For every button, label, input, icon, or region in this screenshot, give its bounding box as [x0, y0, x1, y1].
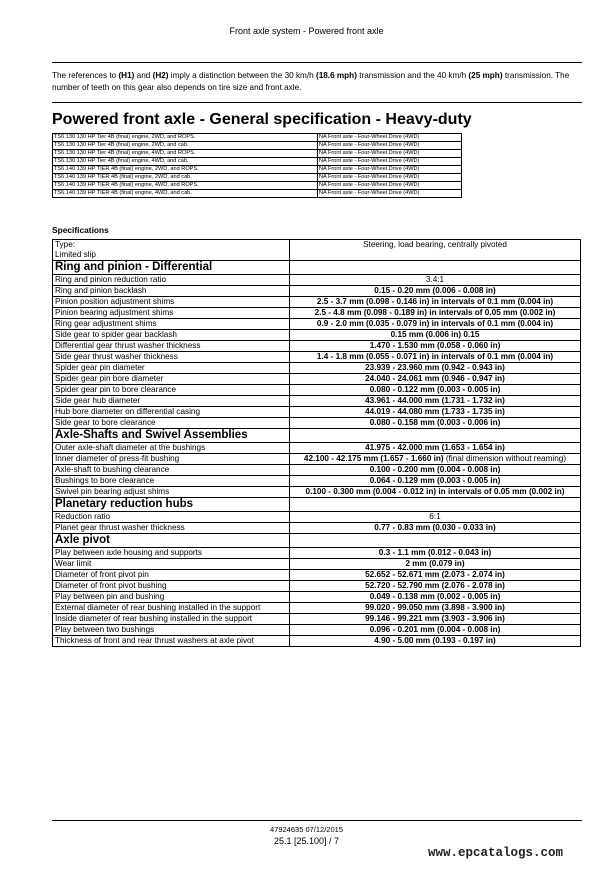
spec-section-title: Axle-Shafts and Swivel Assemblies — [53, 429, 290, 443]
spec-row — [53, 297, 581, 308]
spec-value: 2.5 - 3.7 mm (0.098 - 0.146 in) in intervals of 0.1 mm (0.004 in) — [316, 297, 554, 306]
spec-label-cell: Side gear to spider gear backlash — [53, 330, 290, 341]
spec-label-cell: Side gear to bore clearance — [53, 418, 290, 429]
spec-value-cell — [290, 592, 581, 603]
spec-value-cell — [290, 385, 581, 396]
spec-label-cell: Pinion position adjustment shims — [53, 297, 290, 308]
axle-type-cell: NA Front axle - Four-Wheel Drive (4WD) — [318, 182, 462, 190]
spec-row — [53, 559, 581, 570]
intro-text: and — [134, 71, 153, 80]
spec-label-cell: Play between pin and bushing — [53, 592, 290, 603]
model-name-cell: TS6.130 130 HP Tier 4B (final) engine, 2WD, and cab. — [53, 142, 318, 150]
spec-row — [53, 363, 581, 374]
spec-row — [53, 614, 581, 625]
header-rule — [52, 62, 582, 63]
intro-ref-h1: (H1) — [118, 71, 135, 80]
intro-text: The references to — [52, 71, 119, 80]
spec-value-cell — [290, 341, 581, 352]
page-title: Powered front axle - General specification - Heavy-duty — [52, 111, 472, 128]
specifications-table — [52, 239, 581, 647]
model-name-cell: TS6.140 139 HP TIER 4B (final) engine, 2WD, and cab. — [53, 174, 318, 182]
spec-value: 44.019 - 44.080 mm (1.733 - 1.735 in) — [365, 407, 505, 416]
spec-row — [53, 570, 581, 581]
intro-speed-mph: (25 mph) — [468, 71, 503, 80]
model-row — [53, 134, 462, 142]
spec-value: 6:1 — [429, 512, 441, 521]
spec-label-cell: Reduction ratio — [53, 512, 290, 523]
spec-row — [53, 330, 581, 341]
spec-section-row — [53, 261, 581, 275]
spec-label-cell: Ring and pinion reduction ratio — [53, 275, 290, 286]
model-row — [53, 142, 462, 150]
spec-value: 0.15 - 0.20 mm (0.006 - 0.008 in) — [374, 286, 496, 295]
spec-label-cell: Spider gear pin diameter — [53, 363, 290, 374]
spec-value: 24.040 - 24.061 mm (0.946 - 0.947 in) — [365, 374, 505, 383]
spec-value-cell — [290, 487, 581, 498]
spec-label-cell: Side gear hub diameter — [53, 396, 290, 407]
spec-label-cell: Ring and pinion backlash — [53, 286, 290, 297]
spec-value-cell — [290, 465, 581, 476]
axle-type-cell: NA Front axle - Four-Wheel Drive (4WD) — [318, 150, 462, 158]
watermark-url: www.epcatalogs.com — [427, 846, 563, 860]
intro-text: imply a distinction between the 30 km/h — [168, 71, 316, 80]
spec-value-cell — [290, 476, 581, 487]
spec-label-cell: Side gear thrust washer thickness — [53, 352, 290, 363]
spec-value-cell — [290, 636, 581, 647]
spec-row — [53, 374, 581, 385]
spec-label-cell: Differential gear thrust washer thickness — [53, 341, 290, 352]
spec-row — [53, 454, 581, 465]
spec-label-cell: Ring gear adjustment shims — [53, 319, 290, 330]
spec-value-cell — [290, 603, 581, 614]
spec-section-title: Axle pivot — [53, 534, 290, 548]
spec-label-cell: Diameter of front pivot bushing — [53, 581, 290, 592]
spec-value: 3.4:1 — [425, 275, 445, 284]
spec-row — [53, 308, 581, 319]
model-applicability-table — [52, 133, 462, 198]
spec-value-cell — [290, 581, 581, 592]
spec-section-empty-cell — [290, 498, 581, 512]
spec-row — [53, 407, 581, 418]
spec-row — [53, 275, 581, 286]
spec-row — [53, 476, 581, 487]
spec-label-cell: Diameter of front pivot pin — [53, 570, 290, 581]
intro-speed-mph: (18.6 mph) — [315, 71, 357, 80]
spec-value-cell — [290, 319, 581, 330]
spec-label-cell: Play between axle housing and supports — [53, 548, 290, 559]
spec-value-cell — [290, 570, 581, 581]
spec-value: 52.652 - 52.671 mm (2.073 - 2.074 in) — [365, 570, 505, 579]
spec-section-title: Planetary reduction hubs — [53, 498, 290, 512]
spec-row — [53, 418, 581, 429]
model-row — [53, 150, 462, 158]
axle-type-cell: NA Front axle - Four-Wheel Drive (4WD) — [318, 190, 462, 198]
model-row — [53, 166, 462, 174]
spec-label-cell: Planet gear thrust washer thickness — [53, 523, 290, 534]
page-number: 25.1 [25.100] / 7 — [273, 836, 340, 846]
footer-rule — [52, 820, 582, 821]
spec-value-cell — [290, 374, 581, 385]
spec-section-empty-cell — [290, 429, 581, 443]
spec-value: 1.4 - 1.8 mm (0.055 - 0.071 in) in intervals of 0.1 mm (0.004 in) — [316, 352, 554, 361]
spec-label-cell: Play between two bushings — [53, 625, 290, 636]
axle-type-cell: NA Front axle - Four-Wheel Drive (4WD) — [318, 166, 462, 174]
axle-type-cell: NA Front axle - Four-Wheel Drive (4WD) — [318, 158, 462, 166]
spec-value: 1.470 - 1.530 mm (0.058 - 0.060 in) — [369, 341, 501, 350]
spec-row — [53, 512, 581, 523]
spec-value: 4.90 - 5.00 mm (0.193 - 0.197 in) — [374, 636, 496, 645]
spec-value-cell — [290, 363, 581, 374]
axle-type-cell: NA Front axle - Four-Wheel Drive (4WD) — [318, 174, 462, 182]
spec-value: 0.080 - 0.158 mm (0.003 - 0.006 in) — [369, 418, 501, 427]
intro-text: transmission and the 40 km/h — [356, 71, 469, 80]
spec-row — [53, 592, 581, 603]
spec-value: 41.975 - 42.000 mm (1.653 - 1.654 in) — [365, 443, 505, 452]
spec-value: 23.939 - 23.960 mm (0.942 - 0.943 in) — [365, 363, 505, 372]
spec-value: 2.5 - 4.8 mm (0.098 - 0.189 in) in intervals of 0.05 mm (0.002 in) — [314, 308, 556, 317]
spec-row — [53, 443, 581, 454]
spec-label-cell: Thickness of front and rear thrust washers at axle pivot — [53, 636, 290, 647]
spec-value: 0.3 - 1.1 mm (0.012 - 0.043 in) — [378, 548, 492, 557]
spec-section-row — [53, 498, 581, 512]
spec-row — [53, 240, 581, 261]
page-header-title: Front axle system - Powered front axle — [229, 26, 384, 36]
model-row — [53, 190, 462, 198]
spec-value-cell — [290, 308, 581, 319]
spec-row — [53, 625, 581, 636]
spec-label-cell: Hub bore diameter on differential casing — [53, 407, 290, 418]
spec-section-empty-cell — [290, 261, 581, 275]
spec-value-cell — [290, 443, 581, 454]
spec-value: 0.100 - 0.300 mm (0.004 - 0.012 in) in intervals of 0.05 mm (0.002 in) — [305, 487, 565, 496]
spec-row — [53, 352, 581, 363]
model-name-cell: TS6.130 130 HP Tier 4B (final) engine, 4WD, and ROPS. — [53, 150, 318, 158]
spec-value-cell — [290, 512, 581, 523]
model-row — [53, 182, 462, 190]
spec-value-cell — [290, 396, 581, 407]
spec-row — [53, 286, 581, 297]
spec-value: 0.080 - 0.122 mm (0.003 - 0.005 in) — [369, 385, 501, 394]
spec-row — [53, 385, 581, 396]
spec-value: 0.9 - 2.0 mm (0.035 - 0.079 in) in intervals of 0.1 mm (0.004 in) — [316, 319, 554, 328]
model-name-cell: TS6.140 139 HP TIER 4B (final) engine, 4WD, and cab. — [53, 190, 318, 198]
intro-paragraph — [52, 70, 582, 94]
spec-value: 0.096 - 0.201 mm (0.004 - 0.008 in) — [369, 625, 501, 634]
spec-value-cell — [290, 352, 581, 363]
intro-text: transmission. The number of teeth on this gear also depends on tire size and front axle. — [52, 71, 570, 92]
spec-row — [53, 636, 581, 647]
model-name-cell: TS6.140 139 HP TIER 4B (final) engine, 4WD, and ROPS. — [53, 182, 318, 190]
model-name-cell: TS6.140 139 HP TIER 4B (final) engine, 2WD, and ROPS. — [53, 166, 318, 174]
spec-value-cell — [290, 559, 581, 570]
axle-type-cell: NA Front axle - Four-Wheel Drive (4WD) — [318, 142, 462, 150]
spec-value: 2 mm (0.079 in) — [405, 559, 465, 568]
spec-label-cell: Bushings to bore clearance — [53, 476, 290, 487]
spec-value-cell — [290, 418, 581, 429]
spec-label-cell: Axle-shaft to bushing clearance — [53, 465, 290, 476]
spec-label-cell: Outer axle-shaft diameter at the bushings — [53, 443, 290, 454]
spec-row — [53, 603, 581, 614]
spec-row — [53, 465, 581, 476]
spec-label-cell: Spider gear pin bore diameter — [53, 374, 290, 385]
spec-value: 52.720 - 52.790 mm (2.076 - 2.078 in) — [365, 581, 505, 590]
spec-row — [53, 548, 581, 559]
spec-label-cell: External diameter of rear bushing installed in the support — [53, 603, 290, 614]
spec-value-cell — [290, 275, 581, 286]
spec-label-cell: Swivel pin bearing adjust shims — [53, 487, 290, 498]
spec-value-cell — [290, 614, 581, 625]
spec-value: 0.15 mm (0.006 in) 0.15 — [390, 330, 480, 339]
model-name-cell: TS6.130 130 HP Tier 4B (final) engine, 2WD, and ROPS. — [53, 134, 318, 142]
spec-label-cell: Type: Limited slip — [53, 240, 290, 261]
spec-value: 99.020 - 99.050 mm (3.898 - 3.900 in) — [365, 603, 505, 612]
spec-label-cell: Spider gear pin to bore clearance — [53, 385, 290, 396]
spec-label-cell: Inner diameter of press-fit bushing — [53, 454, 290, 465]
model-row — [53, 174, 462, 182]
spec-label-cell: Wear limit — [53, 559, 290, 570]
spec-value-cell — [290, 407, 581, 418]
spec-value: 43.961 - 44.000 mm (1.731 - 1.732 in) — [365, 396, 505, 405]
spec-section-title: Ring and pinion - Differential — [53, 261, 290, 275]
spec-value-cell — [290, 454, 581, 465]
spec-value-note: (final dimension without reaming) — [443, 454, 567, 463]
axle-type-cell: NA Front axle - Four-Wheel Drive (4WD) — [318, 134, 462, 142]
spec-row — [53, 319, 581, 330]
spec-value-cell — [290, 523, 581, 534]
spec-value-cell — [290, 297, 581, 308]
spec-value: 42.100 - 42.175 mm (1.657 - 1.660 in) — [303, 454, 444, 463]
spec-label-cell: Pinion bearing adjustment shims — [53, 308, 290, 319]
spec-label-cell: Inside diameter of rear bushing installed in the support — [53, 614, 290, 625]
spec-value: 0.100 - 0.200 mm (0.004 - 0.008 in) — [369, 465, 501, 474]
spec-row — [53, 523, 581, 534]
spec-value: Steering, load bearing, centrally pivoted — [363, 240, 507, 249]
spec-row — [53, 341, 581, 352]
specifications-heading: Specifications — [52, 225, 109, 235]
spec-section-row — [53, 534, 581, 548]
spec-section-row — [53, 429, 581, 443]
spec-section-empty-cell — [290, 534, 581, 548]
model-row — [53, 158, 462, 166]
spec-value-cell — [290, 286, 581, 297]
model-name-cell: TS6.130 130 HP Tier 4B (final) engine, 4WD, and cab. — [53, 158, 318, 166]
title-rule — [52, 102, 582, 103]
document-code: 47924635 07/12/2015 — [270, 825, 343, 834]
spec-value: 99.146 - 99.221 mm (3.903 - 3.906 in) — [365, 614, 505, 623]
spec-value-cell — [290, 548, 581, 559]
spec-value-cell — [290, 625, 581, 636]
spec-value: 0.77 - 0.83 mm (0.030 - 0.033 in) — [374, 523, 496, 532]
spec-value-cell — [290, 240, 581, 261]
spec-value: 0.049 - 0.138 mm (0.002 - 0.005 in) — [369, 592, 501, 601]
spec-row — [53, 396, 581, 407]
spec-row — [53, 581, 581, 592]
spec-value-cell — [290, 330, 581, 341]
spec-row — [53, 487, 581, 498]
spec-value: 0.064 - 0.129 mm (0.003 - 0.005 in) — [369, 476, 501, 485]
intro-ref-h2: (H2) — [152, 71, 169, 80]
